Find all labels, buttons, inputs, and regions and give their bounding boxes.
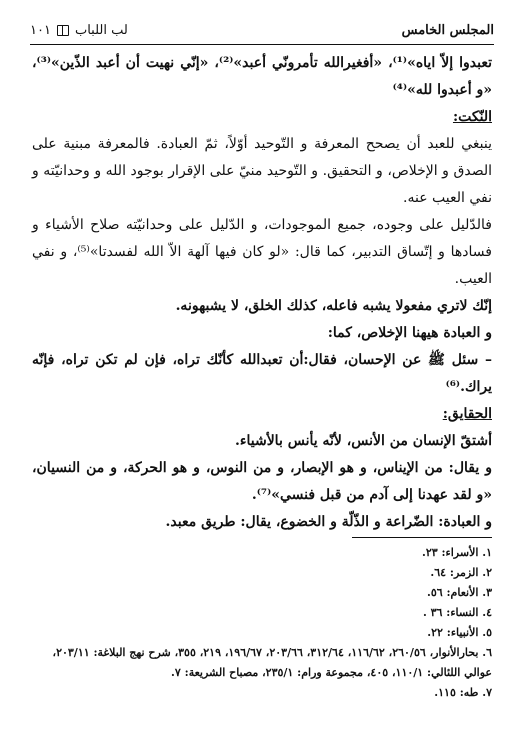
paragraph-knowledge: ينبغي للعبد أن يصحح المعرفة و التّوحيد أوّلاً، ثمّ العبادة. فالمعرفة مبنية على الصدق و الإخلاص، و التحقيق. و التّوحيد منيّ على الإقرار بوجود الله و وحدانيّته و نفي العيب عنه. <box>32 136 492 206</box>
chapter-title: المجلس الخامس <box>401 22 494 38</box>
paragraph-derivations: و يقال: من الإيناس، و هو الإبصار، و من النوس، و هو الحركة، و من النسيان، «و لقد عهدنا إلى آدم من قبل فنسي»⁽⁷⁾. <box>32 460 492 503</box>
footnote-2: ٢. الزمر: ٦٤. <box>430 566 492 579</box>
paragraph-insan: أشتقّ الإنسان من الأنس، لأنّه يأنس بالأشياء. <box>235 433 492 449</box>
paragraph-resemblance: إنّك لاتري مفعولا يشبه فاعله، كذلك الخلق، لا يشبهونه. <box>175 298 492 314</box>
quran-quotes-line: تعبدوا إلاّ اياه»⁽¹⁾، «أفغيرالله تأمرونّي أعبد»⁽²⁾، «إنّي نهيت أن أعبد الذّين»⁽³⁾، «و أعبدوا لله»⁽⁴⁾ <box>32 55 492 98</box>
page-body <box>32 50 492 536</box>
footnote-4: ٤. النساء: ٣٦ . <box>422 606 492 619</box>
section-heading-haqaiq: الحقايق: <box>442 406 492 422</box>
book-icon <box>57 25 69 36</box>
paragraph-hadith: – سئل ﷺ عن الإحسان، فقال:أن تعبدالله كأنّك تراه، فإن لم تكن تراه، فإنّه يراك.⁽⁶⁾ <box>32 352 492 395</box>
page-number: ١٠١ <box>30 22 51 38</box>
footnote-1: ١. الأسراء: ٢٣. <box>422 546 492 559</box>
paragraph-ibada: و العبادة: الضّراعة و الذّلّة و الخضوع، يقال: طريق معبد. <box>165 514 492 530</box>
paragraph-proof: فالدّليل على وجوده، جميع الموجودات، و الدّليل على وحدانيّته صلاح الأشياء و فسادها و إتّساق التدبير، كما قال: «لو كان فيها آلهة الاّ الله لفسدتا»⁽⁵⁾، و نفي العيب. <box>32 217 492 287</box>
footnote-6: ٦. بحارالأنوار، ٢٦٠/٥٦، ١١٦/٦٢، ٣١٢/٦٤، ٢٠٣/٦٦، ١٩٦/٦٧، ٢١٩، ٣٥٥، شرح نهج البلاغة: ٢٠٣/١١، عوالي اللئالي: ١١٠/١، ٤٠٥، مجموعة ورام: ٢٣٥/١، مصباح الشريعة: ٧. <box>52 646 492 679</box>
footnote-divider <box>352 537 492 538</box>
footnote-7: ٧. طه: ١١٥. <box>434 686 492 699</box>
paragraph-worship: و العبادة هيهنا الإخلاص، كما: <box>327 325 492 341</box>
footnote-3: ٣. الأنعام: ٥٦. <box>426 586 492 599</box>
footnote-5: ٥. الأنبياء: ٢٢. <box>427 626 492 639</box>
header-divider <box>30 44 494 45</box>
page-header <box>30 18 494 42</box>
section-heading-nukat: النّكت: <box>452 109 492 125</box>
footnotes <box>32 543 492 703</box>
book-title: لب اللباب <box>74 22 128 38</box>
book-title-group <box>30 23 128 38</box>
